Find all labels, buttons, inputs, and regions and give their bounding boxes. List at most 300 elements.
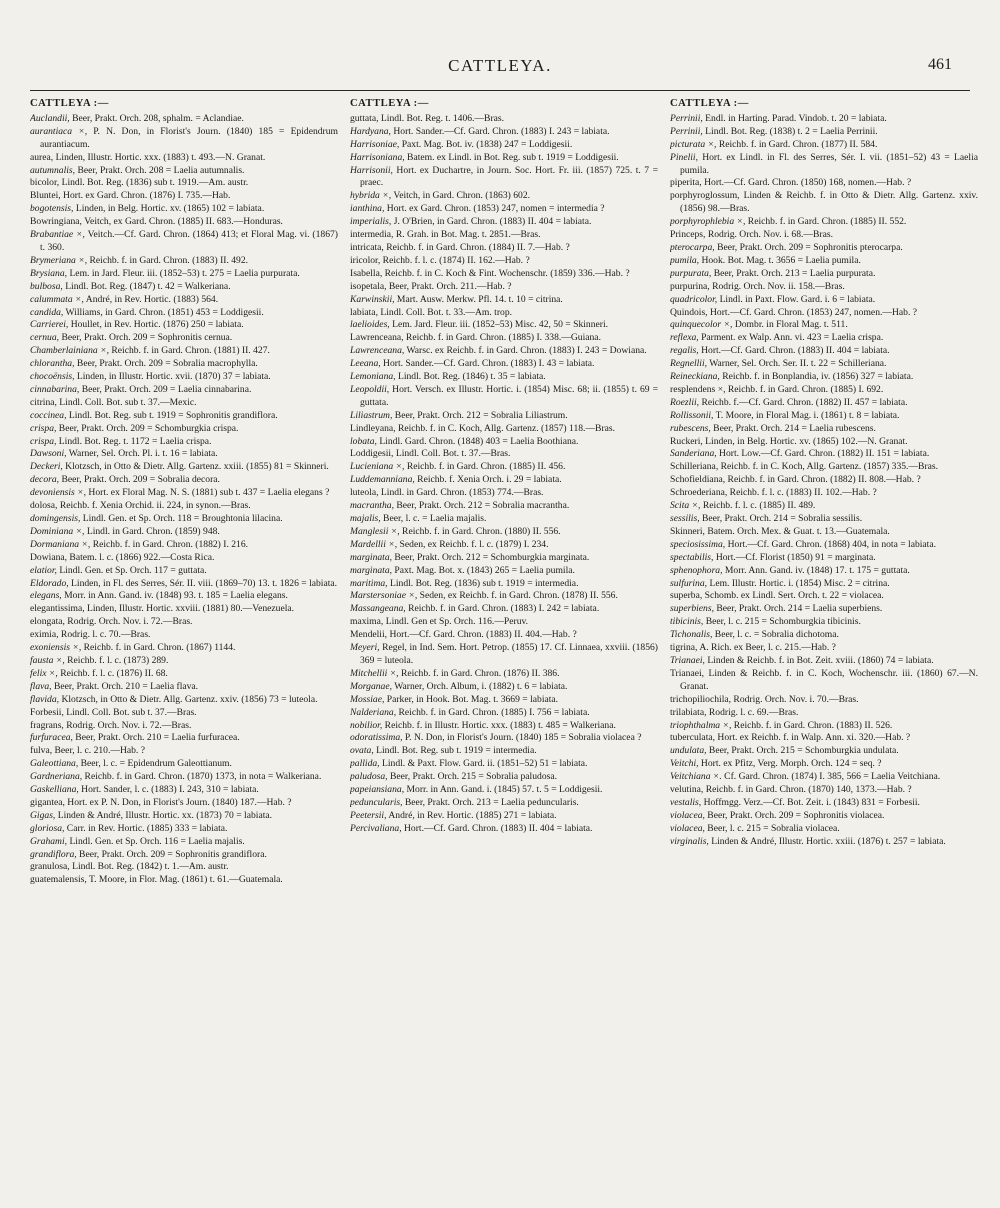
index-entry	[350, 165, 658, 191]
index-entry	[350, 281, 658, 294]
entry-citation: Batem. l. c. (1866) 922.—Costa Rica.	[67, 551, 215, 563]
entry-citation: Linden & Reichb. f. in Bot. Zeit. xviii. (1860) 74 = labiata.	[704, 654, 934, 666]
entry-name: marginata,	[350, 564, 393, 576]
entry-citation: Beer, l. c. 215 = Schomburgkia tibicinis.	[703, 616, 861, 628]
entry-name: Dormaniana ×,	[30, 538, 91, 550]
index-entry	[350, 461, 658, 474]
entry-name: Carrierei,	[30, 319, 69, 331]
entry-name: Meyeri,	[350, 642, 380, 654]
index-entry	[670, 410, 978, 423]
entry-name: hybrida ×,	[350, 190, 392, 202]
index-entry	[30, 590, 338, 603]
entry-name: elegantissima,	[30, 603, 85, 615]
entry-citation: Reichb. f. in Gard. Chron. (1885) II. 456.	[404, 461, 566, 473]
entry-citation: Beer, Prakt. Orch. 210 = Laelia furfuracea.	[72, 732, 240, 744]
index-entry	[670, 294, 978, 307]
index-entry	[30, 694, 338, 707]
index-entry	[350, 410, 658, 423]
entry-citation: Parker, in Hook. Bot. Mag. t. 3669 = labiata.	[384, 693, 559, 705]
entry-name: crispa,	[30, 435, 57, 447]
entry-name: iricolor,	[350, 254, 381, 266]
entry-citation: Beer, Prakt. Orch. 209 = Sophronitis cernua.	[59, 332, 233, 344]
entry-name: Pinelii,	[670, 151, 698, 163]
index-entry	[350, 332, 658, 345]
index-entry	[30, 578, 338, 591]
index-entry	[670, 126, 978, 139]
entry-citation: P. N. Don, in Florist's Journ. (1840) 185 = Epidendrum aurantiacum.	[40, 125, 338, 150]
entry-citation: Lindl. Coll. Bot. t. 37.—Bras.	[393, 448, 511, 460]
entry-name: superba,	[670, 590, 703, 602]
entry-name: chlorantha,	[30, 358, 75, 370]
entry-name: Veitchiana ×.	[670, 771, 722, 783]
entry-name: Mitchellii ×,	[350, 667, 399, 679]
entry-citation: Lindl. in Gard. Chron. (1859) 948.	[84, 525, 220, 537]
index-entry	[670, 694, 978, 707]
entry-citation: Lindl. & Paxt. Flow. Gard. ii. (1851–52) 51 = labiata.	[379, 758, 588, 770]
entry-name: superbiens,	[670, 603, 714, 615]
index-entry	[670, 707, 978, 720]
index-entry	[670, 797, 978, 810]
entry-citation: Rodrig. l. c. 69.—Bras.	[706, 706, 799, 718]
entry-citation: Beer, Prakt. Orch. 208, sphalm. = Aclandiae.	[69, 112, 244, 124]
index-entry	[30, 707, 338, 720]
entry-name: trilabiata,	[670, 706, 707, 718]
entry-name: chocoënsis,	[30, 371, 75, 383]
index-entry	[350, 255, 658, 268]
entry-citation: Lindl. Gen. et Sp. Orch. 116 = Laelia majalis.	[67, 835, 245, 847]
entry-name: Gigas,	[30, 809, 56, 821]
index-entry	[30, 539, 338, 552]
entry-citation: Rodrig. l. c. 70.—Bras.	[58, 629, 151, 641]
entry-citation: Beer, Prakt. Orch. 215 = Schomburgkia undulata.	[706, 745, 899, 757]
index-entry	[670, 436, 978, 449]
index-entry	[670, 371, 978, 384]
entry-name: Karwinskii,	[350, 293, 395, 305]
entry-name: lobata,	[350, 435, 377, 447]
entry-citation: Reichb. f. in C. Koch & Fint. Wochenschr. (1859) 336.—Hab. ?	[382, 267, 630, 279]
entry-citation: Lem. Jard. Fleur. iii. (1852–53) Misc. 42, 50 = Skinneri.	[389, 319, 609, 331]
entry-citation: Veitch, ex Gard. Chron. (1885) II. 683.—Honduras.	[81, 216, 283, 228]
entry-name: decora,	[30, 474, 60, 486]
index-entry	[670, 784, 978, 797]
entry-citation: Reichb. f. in Bonplandia, iv. (1856) 327 = labiata.	[719, 371, 914, 383]
entry-citation: T. Moore, in Flor. Mag. (1861) t. 61.—Guatemala.	[86, 874, 283, 886]
index-entry	[30, 655, 338, 668]
entry-citation: Lindl. Gen et Sp. Orch. 116.—Peruv.	[383, 616, 529, 628]
index-entry	[350, 436, 658, 449]
index-column-3	[670, 98, 978, 1194]
entry-citation: Beer, Prakt. Orch. 211.—Hab. ?	[386, 280, 512, 292]
entry-citation: Morr. Ann. Gand. iv. (1848) 17. t. 175 = guttata.	[722, 564, 910, 576]
entry-citation: Hort. Low.—Cf. Gard. Chron. (1882) II. 151 = labiata.	[716, 448, 930, 460]
entry-citation: Reichb. f. Xenia Orchid. ii. 224, in synon.—Bras.	[57, 500, 251, 512]
entry-citation: Reichb. f. in Gard. Chron. (1867) 1144.	[81, 642, 236, 654]
entry-name: Manglesii ×,	[350, 525, 400, 537]
entry-citation: P. N. Don, in Florist's Journ. (1840) 185 = Sobralia violacea ?	[402, 732, 642, 744]
entry-name: Brysiana,	[30, 267, 68, 279]
index-entry	[30, 307, 338, 320]
entry-citation: Hort. ex Floral Mag. N. S. (1881) sub t. 437 = Laelia elegans ?	[86, 487, 330, 499]
index-entry	[670, 565, 978, 578]
entry-name: odoratissima,	[350, 732, 403, 744]
entry-citation: Lindl. Bot. Reg. sub t. 1919 = Sophronitis grandiflora.	[66, 409, 278, 421]
index-entry	[670, 474, 978, 487]
entry-name: coccinea,	[30, 409, 67, 421]
entry-name: maritima,	[350, 577, 388, 589]
entry-citation: Batem. ex Lindl. in Bot. Reg. sub t. 1919 = Loddigesii.	[404, 151, 619, 163]
entry-citation: Reichb. f. in Gard. Chron. (1883) II. 492.	[87, 254, 249, 266]
index-entry	[350, 268, 658, 281]
entry-name: Quindois,	[670, 306, 708, 318]
entry-name: trichopiliochila,	[670, 693, 732, 705]
entry-citation: Reichb. f. l. c. (1883) II. 102.—Hab. ?	[727, 487, 877, 499]
entry-citation: Beer, l. c. = Sobralia dichotoma.	[712, 629, 839, 641]
entry-name: fulva,	[30, 745, 53, 757]
entry-citation: Beer, Prakt. Orch. 209 = Sophronitis violacea.	[704, 809, 885, 821]
entry-citation: Reichb. f. in C. Koch, Allg. Gartenz. (1857) 335.—Bras.	[718, 461, 939, 473]
entry-name: bogotensis,	[30, 203, 74, 215]
index-entry	[30, 397, 338, 410]
index-entry	[670, 423, 978, 436]
entry-citation: Reichb. f. in Gard. Chron. (1882) I. 216.	[90, 538, 249, 550]
index-entry	[670, 720, 978, 733]
index-entry	[670, 268, 978, 281]
entry-citation: Reichb. f. in Gard. Chron. (1885) II. 552.	[745, 216, 907, 228]
entry-citation: André, in Rev. Hortic. (1883) 564.	[83, 293, 219, 305]
entry-name: Gaskelliana,	[30, 784, 79, 796]
entry-name: guatemalensis,	[30, 874, 87, 886]
entry-name: marginata,	[350, 551, 393, 563]
entry-citation: Klotzsch, in Otto & Dietr. Allg. Gartenz. xxiii. (1855) 81 = Skinneri.	[62, 461, 329, 473]
index-entry	[30, 823, 338, 836]
entry-name: Sanderiana,	[670, 448, 717, 460]
entry-name: resplendens ×,	[670, 383, 726, 395]
entry-citation: Paxt. Mag. Bot. iv. (1838) 247 = Loddigesii.	[399, 138, 573, 150]
entry-citation: Hort. ex Gard. Chron. (1853) 247, nomen = intermedia ?	[384, 203, 605, 215]
entry-citation: Lindl. Coll. Bot. t. 33.—Am. trop.	[377, 306, 513, 318]
entry-citation: Carr. in Rev. Hortic. (1885) 333 = labiata.	[64, 822, 228, 834]
entry-citation: Reichb. f. in Gard. Chron. (1884) II. 7.—Hab. ?	[383, 241, 570, 253]
index-entry	[30, 668, 338, 681]
entry-citation: Linden, in Belg. Hortic. xv. (1865) 102.—N. Granat.	[702, 435, 908, 447]
entry-name: ovata,	[350, 745, 374, 757]
entry-name: Chamberlainiana ×,	[30, 345, 109, 357]
index-entry	[30, 629, 338, 642]
entry-name: intermedia,	[350, 229, 394, 241]
entry-name: Schroederiana,	[670, 487, 728, 499]
index-entry	[30, 216, 338, 229]
index-entry	[30, 810, 338, 823]
entry-name: tigrina,	[670, 642, 698, 654]
entry-citation: Beer, Prakt. Orch. 214 = Laelia superbiens.	[713, 603, 883, 615]
entry-citation: Reichb. f. in C. Koch, Allg. Gartenz. (1857) 118.—Bras.	[395, 422, 616, 434]
index-entry	[670, 345, 978, 358]
index-entry	[670, 461, 978, 474]
index-entry	[30, 319, 338, 332]
entry-citation: Warner, Sel. Orch. Ser. II. t. 22 = Schilleriana.	[707, 358, 887, 370]
entry-name: furfuracea,	[30, 732, 73, 744]
entry-name: vestalis,	[670, 796, 702, 808]
index-entry	[670, 319, 978, 332]
entry-name: Isabella,	[350, 267, 383, 279]
index-entry	[670, 152, 978, 178]
entry-name: Harrisoniae,	[350, 138, 400, 150]
index-entry	[30, 345, 338, 358]
entry-citation: Hort.—Cf. Gard. Chron. (1868) 404, in nota = labiata.	[725, 538, 937, 550]
index-entry	[350, 694, 658, 707]
entry-name: Morganae,	[350, 680, 393, 692]
entry-name: elongata,	[30, 616, 65, 628]
entry-citation: Beer, Prakt. Orch. 209 = Sobralia macrophylla.	[74, 358, 258, 370]
index-entry	[350, 513, 658, 526]
entry-name: Nalderiana,	[350, 706, 397, 718]
entry-citation: Hort. ex Gard. Chron. (1876) I. 735.—Hab.	[60, 190, 231, 202]
entry-name: Trianaei,	[670, 654, 705, 666]
entry-name: Auclandii,	[30, 112, 70, 124]
index-entry	[350, 668, 658, 681]
entry-citation: Hort. Sander, l. c. (1883) I. 243, 310 = labiata.	[78, 784, 259, 796]
column-heading: CATTLEYA :—	[350, 98, 429, 109]
entry-name: Massangeana,	[350, 603, 406, 615]
entry-citation: Reichb. f. in Gard. Chron. (1876) II. 386.	[398, 667, 560, 679]
entry-name: regalis,	[670, 345, 699, 357]
entry-citation: Lindl. Bot. Reg. (1838) t. 2 = Laelia Perrinii.	[702, 125, 878, 137]
index-entry	[670, 139, 978, 152]
index-entry	[350, 629, 658, 642]
index-entry	[350, 384, 658, 410]
index-entry	[350, 771, 658, 784]
entry-name: candida,	[30, 306, 64, 318]
entry-name: elegans,	[30, 590, 62, 602]
index-column-1	[30, 98, 338, 1194]
entry-name: bulbosa,	[30, 280, 63, 292]
entry-name: paludosa,	[350, 771, 388, 783]
index-entry	[350, 307, 658, 320]
column-heading: CATTLEYA :—	[670, 98, 749, 109]
entry-name: Leopoldii,	[350, 383, 390, 395]
entry-name: guttata,	[350, 112, 379, 124]
entry-citation: Warner, Orch. Album, i. (1882) t. 6 = labiata.	[392, 680, 568, 692]
index-entry	[30, 487, 338, 500]
entry-citation: Beer, Prakt. Orch. 213 = Laelia peduncularis.	[402, 796, 579, 808]
index-entry	[350, 578, 658, 591]
entry-citation: Reichb. f. in Gard. Chron. (1881) II. 427.	[108, 345, 270, 357]
entry-name: gloriosa,	[30, 822, 65, 834]
entry-citation: Paxt. Mag. Bot. x. (1843) 265 = Laelia pumila.	[392, 564, 575, 576]
index-entry	[30, 410, 338, 423]
index-entry	[350, 113, 658, 126]
entry-name: Deckeri,	[30, 461, 63, 473]
index-entry	[350, 526, 658, 539]
index-entry	[350, 784, 658, 797]
entry-name: Eldorado,	[30, 577, 69, 589]
index-entry	[670, 397, 978, 410]
entry-name: Forbesii,	[30, 706, 64, 718]
entry-citation: Hort. Sander.—Cf. Gard. Chron. (1883) I. 243 = labiata.	[390, 125, 610, 137]
index-entry	[670, 616, 978, 629]
entry-name: fragrans,	[30, 719, 64, 731]
entry-citation: Warsc. ex Reichb. f. in Gard. Chron. (1883) I. 243 = Dowiana.	[404, 345, 647, 357]
entry-name: virginalis,	[670, 835, 709, 847]
entry-citation: Beer, Prakt. Orch. 209 = Schomburgkia crispa.	[56, 422, 239, 434]
entry-name: Perrinii,	[670, 112, 703, 124]
entry-citation: Lindl. Gen. et Sp. Orch. 118 = Broughtonia lilacina.	[80, 513, 283, 524]
entry-citation: Hort. Sander.—Cf. Gard. Chron. (1883) I. 43 = labiata.	[380, 358, 595, 370]
index-entry	[670, 771, 978, 784]
entry-citation: Beer, Prakt. Orch. 214 = Laelia rubescens.	[710, 422, 876, 434]
index-entry	[670, 590, 978, 603]
entry-name: luteola,	[350, 487, 379, 499]
entry-name: Harrisoniana,	[350, 151, 405, 163]
entry-name: papeiansiana,	[350, 784, 405, 796]
entry-name: bicolor,	[30, 177, 60, 189]
entry-name: isopetala,	[350, 280, 387, 292]
index-entry	[670, 190, 978, 216]
index-entry	[30, 797, 338, 810]
index-entry	[670, 177, 978, 190]
index-entry	[350, 565, 658, 578]
entry-citation: Veitch, in Gard. Chron. (1863) 602.	[391, 190, 531, 202]
entry-name: Lawrenceana,	[350, 332, 404, 344]
entry-name: Skinneri,	[670, 525, 705, 537]
entry-name: grandiflora,	[30, 848, 77, 860]
index-entry	[350, 797, 658, 810]
entry-citation: André, in Rev. Hortic. (1885) 271 = labiata.	[386, 809, 557, 821]
entry-name: porphyroglossum,	[670, 190, 740, 202]
entry-citation: Beer, l. c. = Epidendrum Galeottianum.	[78, 758, 232, 770]
entry-name: Hardyana,	[350, 125, 391, 137]
index-entry	[670, 358, 978, 371]
index-entry	[30, 268, 338, 281]
index-entry	[350, 487, 658, 500]
entry-name: pterocarpa,	[670, 241, 715, 253]
entry-name: elatior,	[30, 564, 57, 576]
entry-name: Trianaei,	[670, 667, 705, 679]
index-entry	[670, 216, 978, 229]
entry-name: purpurina,	[670, 280, 710, 292]
entry-citation: Williams, in Gard. Chron. (1851) 453 = Loddigesii.	[63, 306, 264, 318]
index-entry	[670, 448, 978, 461]
index-entry	[350, 190, 658, 203]
entry-citation: Reichb. f. in Gard. Chron. (1882) II. 808.—Hab. ?	[725, 474, 921, 486]
index-entry	[670, 526, 978, 539]
entry-citation: Lem. in Jard. Fleur. iii. (1852–53) t. 275 = Laelia purpurata.	[67, 267, 300, 279]
entry-citation: Houllet, in Rev. Hortic. (1876) 250 = labiata.	[68, 319, 244, 331]
entry-name: Lindleyana,	[350, 422, 396, 434]
entry-citation: Hort. ex P. N. Don, in Florist's Journ. (1840) 187.—Hab. ?	[64, 796, 292, 808]
entry-name: peduncularis,	[350, 796, 403, 808]
entry-citation: Warner, Sel. Orch. Pl. i. t. 16 = labiata.	[66, 448, 218, 460]
entry-name: Lemoniana,	[350, 371, 396, 383]
index-entry	[350, 319, 658, 332]
entry-citation: Hort.—Cf. Gard. Chron. (1883) II. 404.—Hab. ?	[387, 629, 577, 641]
entry-name: Roezlii,	[670, 396, 700, 408]
entry-citation: Rodrig. Orch. Nov. i. 72.—Bras.	[64, 616, 193, 628]
index-entry	[350, 152, 658, 165]
entry-name: intricata,	[350, 241, 384, 253]
index-entry	[30, 423, 338, 436]
index-entry	[350, 590, 658, 603]
index-entry	[30, 294, 338, 307]
entry-citation: Beer, Prakt. Orch. 209 = Laelia cinnabarina.	[79, 383, 252, 395]
entry-citation: Lem. Illustr. Hortic. i. (1854) Misc. 2 = citrina.	[707, 577, 890, 589]
entry-name: Ruckeri,	[670, 435, 703, 447]
index-entry	[30, 358, 338, 371]
entry-citation: Beer, l. c. 215 = Sobralia violacea.	[704, 822, 840, 834]
entry-name: Brymeriana ×,	[30, 254, 88, 266]
index-entry	[670, 823, 978, 836]
index-entry	[30, 513, 338, 526]
index-entry	[350, 681, 658, 694]
entry-name: Marstersoniae ×,	[350, 590, 418, 602]
entry-citation: Beer, Prakt. Orch. 214 = Sobralia sessilis.	[699, 513, 863, 524]
index-entry	[350, 500, 658, 513]
entry-name: exoniensis ×,	[30, 642, 82, 654]
entry-citation: Linden & Reichb. f. in Otto & Dietr. Allg. Gartenz. xxiv. (1856) 98.—Bras.	[680, 190, 978, 215]
entry-name: Luddemanniana,	[350, 474, 415, 486]
entry-citation: Beer, Prakt. Orch. 209 = Sobralia decora.	[59, 474, 220, 486]
index-entry	[350, 539, 658, 552]
entry-citation: Hook. Bot. Mag. t. 3656 = Laelia pumila.	[699, 254, 861, 266]
entry-name: gigantea,	[30, 796, 65, 808]
entry-name: sessilis,	[670, 513, 700, 524]
entry-citation: Lindl. Bot. Reg. sub t. 1919 = intermedia.	[373, 745, 537, 757]
entry-citation: Morr. in Ann. Gand. i. (1845) 57. t. 5 = Loddigesii.	[404, 784, 603, 796]
entry-citation: Beer, Prakt. Orch. 209 = Sophronitis grandiflora.	[76, 848, 267, 860]
entry-name: nobilior,	[350, 719, 383, 731]
entry-name: imperialis,	[350, 216, 392, 228]
entry-name: Princeps,	[670, 229, 706, 241]
entry-citation: Cf. Gard. Chron. (1874) I. 385, 566 = Laelia Veitchiana.	[721, 771, 941, 783]
index-entry	[350, 642, 658, 668]
entry-citation: Beer, Prakt. Orch. 215 = Sobralia paludosa.	[387, 771, 558, 783]
index-entry	[670, 384, 978, 397]
entry-name: Grahami,	[30, 835, 68, 847]
entry-citation: Hort.—Cf. Gard. Chron. (1883) II. 404 = labiata.	[401, 822, 593, 834]
index-entry	[670, 539, 978, 552]
index-entry	[670, 732, 978, 745]
entry-citation: Beer, l. c. 210.—Hab. ?	[52, 745, 145, 757]
entry-name: devoniensis ×,	[30, 487, 87, 499]
entry-citation: Reichb. f. in Gard. Chron. (1877) II. 584.	[716, 138, 878, 150]
index-entry	[30, 758, 338, 771]
index-entry	[30, 461, 338, 474]
index-entry	[350, 823, 658, 836]
entry-citation: Rodrig. Orch. Nov. i. 68.—Bras.	[705, 229, 834, 241]
index-entry	[30, 681, 338, 694]
index-entry	[30, 113, 338, 126]
entry-citation: Beer, l. c. = Laelia majalis.	[380, 513, 487, 524]
entry-citation: Morr. in Ann. Gand. iv. (1848) 93. t. 185 = Laelia elegans.	[61, 590, 288, 602]
column-heading: CATTLEYA :—	[30, 98, 109, 109]
entry-name: Lawrenceana,	[350, 345, 405, 357]
entry-citation: T. Moore, in Floral Mag. i. (1861) t. 8 = labiata.	[713, 409, 900, 421]
index-entry	[30, 784, 338, 797]
entry-name: flavida,	[30, 693, 60, 705]
entry-citation: Lindl. in Paxt. Flow. Gard. i. 6 = labiata.	[717, 293, 876, 305]
index-entry	[350, 603, 658, 616]
index-entry	[350, 423, 658, 436]
index-column-2	[350, 98, 658, 1194]
index-entry	[350, 720, 658, 733]
index-entry	[670, 332, 978, 345]
index-entry	[670, 836, 978, 849]
page-title: CATTLEYA.	[448, 56, 552, 75]
index-entry	[30, 849, 338, 862]
entry-citation: Lindl. Gen. et Sp. Orch. 117 = guttata.	[56, 564, 207, 576]
index-entry	[30, 745, 338, 758]
entry-name: Dowiana,	[30, 551, 68, 563]
